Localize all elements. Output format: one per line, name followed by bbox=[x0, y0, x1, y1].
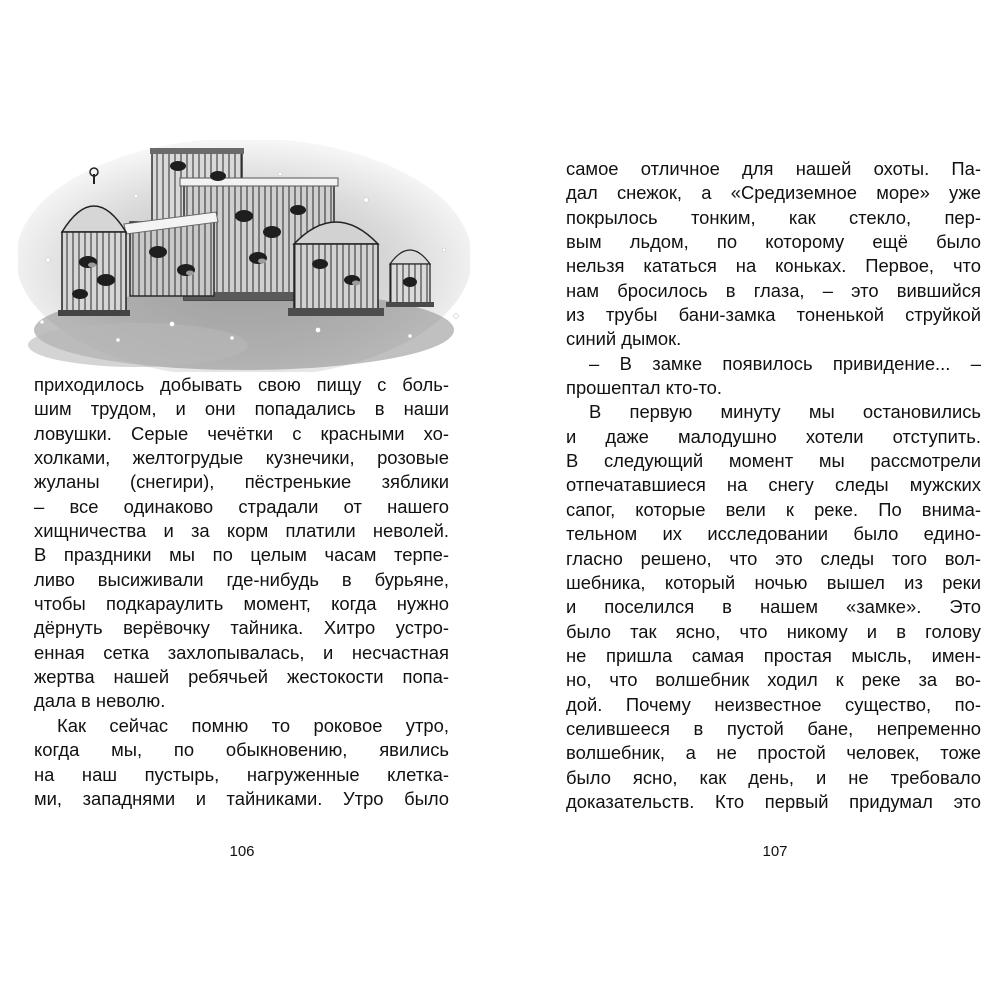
text-line: дой. Почему неизвестное существо, по- bbox=[566, 693, 981, 715]
right-page-text bbox=[566, 157, 981, 814]
page-number: 106 bbox=[229, 843, 255, 860]
text-line: и даже малодушно хотели отступить. bbox=[566, 425, 981, 447]
text-line: ловушки. Серые чечётки с красными хо- bbox=[34, 422, 449, 444]
text-line: селившееся в пустой бане, непременно bbox=[566, 717, 981, 739]
text-line: тельном их исследовании было едино- bbox=[566, 523, 981, 545]
text-line: енная сетка захлопывалась, и несчастная bbox=[34, 641, 449, 663]
text-line: но, что волшебник ходил к реке за во- bbox=[566, 669, 981, 691]
text-line: шим трудом, и они попадались в наши bbox=[34, 398, 449, 420]
text-line: самое отличное для нашей охоты. Па- bbox=[566, 158, 981, 179]
text-line: на наш пустырь, нагруженные клетка- bbox=[34, 763, 449, 785]
text-line: хищничества и за корм платили неволей. bbox=[34, 520, 449, 542]
text-line: В праздники мы по целым часам терпе- bbox=[34, 544, 449, 566]
text-line: покрылось тонким, как стекло, пер- bbox=[566, 206, 981, 228]
page-number: 107 bbox=[762, 843, 788, 860]
text-line: ми, западнями и тайниками. Утро было bbox=[34, 787, 449, 809]
text-line: прошептал кто-то. bbox=[566, 377, 723, 399]
text-line: дала в неволю. bbox=[34, 690, 166, 712]
text-line: холками, желтогрудые кузнечики, розовые bbox=[34, 447, 449, 469]
text-line: В первую минуту мы остановились bbox=[589, 401, 981, 423]
text-line: гласно решено, что это следы того вол- bbox=[566, 547, 981, 569]
text-line: – В замке появилось привидение... – bbox=[589, 352, 981, 374]
text-line: синий дымок. bbox=[566, 328, 682, 350]
left-page-text bbox=[34, 373, 449, 811]
text-line: и поселился в нашем «замке». Это bbox=[566, 596, 981, 618]
text-line: чтобы подкараулить момент, когда нужно bbox=[34, 593, 449, 615]
text-line: ливо высиживали где-нибудь в бурьяне, bbox=[34, 568, 449, 590]
text-line: жертва нашей ребячьей жестокости попа- bbox=[34, 666, 449, 688]
text-line: когда мы, по обыкновению, явились bbox=[34, 739, 449, 761]
text-line: отпечатавшиеся на снегу следы мужских bbox=[566, 474, 981, 496]
text-line: – все одинаково страдали от нашего bbox=[34, 495, 449, 517]
text-line: дал снежок, а «Средиземное море» уже bbox=[566, 182, 981, 204]
right-page bbox=[500, 0, 1000, 1000]
text-line: нам бросилось в глаза, – это вившийся bbox=[566, 279, 981, 301]
text-line: В следующий момент мы рассмотрели bbox=[566, 450, 981, 472]
text-line: доказательств. Кто первый придумал это bbox=[566, 790, 981, 812]
birdcages-illustration bbox=[18, 140, 470, 372]
text-line: шебника, который ночью вышел из реки bbox=[566, 571, 981, 593]
text-line: нельзя кататься на коньках. Первое, что bbox=[566, 255, 981, 277]
text-line: приходилось добывать свою пищу с боль- bbox=[34, 374, 449, 395]
text-line: было ясно, как день, и не требовало bbox=[566, 766, 981, 788]
text-line: жуланы (снегири), пёстренькие зяблики bbox=[34, 471, 449, 493]
text-line: было так ясно, что никому и в голову bbox=[566, 620, 981, 642]
text-line: не пришла самая простая мысль, имен- bbox=[566, 644, 981, 666]
text-line: Как сейчас помню то роковое утро, bbox=[57, 714, 449, 736]
text-line: дёрнуть верёвочку тайника. Хитро устро- bbox=[34, 617, 449, 639]
text-line: волшебник, а не простой человек, тоже bbox=[566, 742, 981, 764]
text-line: сапог, которые вели к реке. По внима- bbox=[566, 498, 981, 520]
text-line: из трубы бани-замка тоненькой струйкой bbox=[566, 304, 981, 326]
text-line: вым льдом, по которому ещё было bbox=[566, 231, 981, 253]
